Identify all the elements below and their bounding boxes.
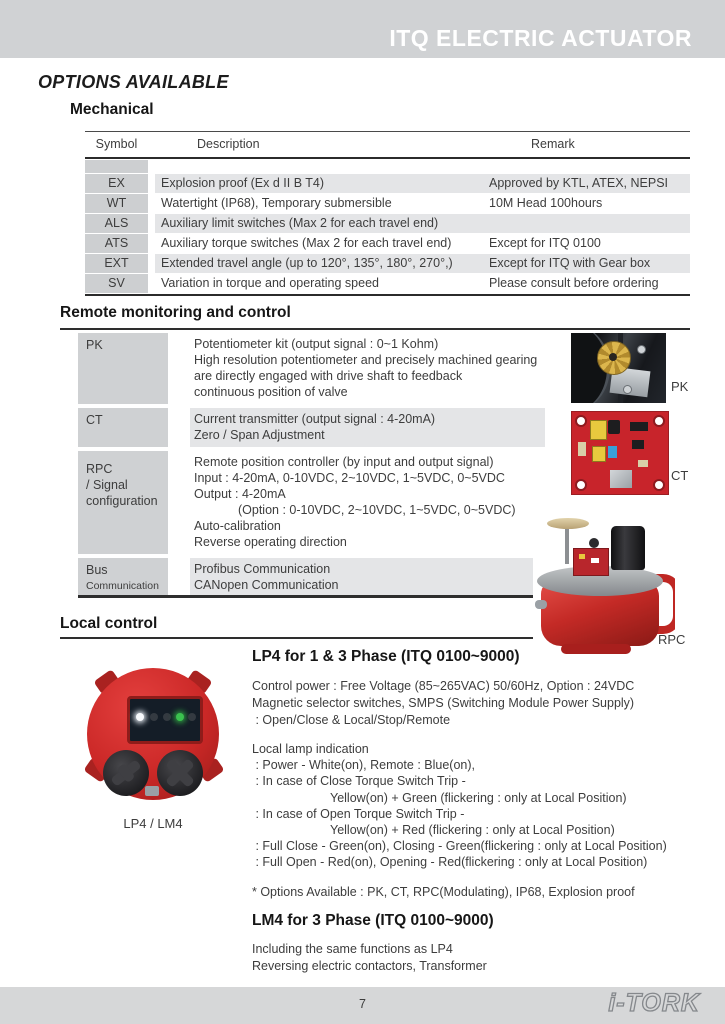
row-content bbox=[190, 558, 545, 598]
page-title: OPTIONS AVAILABLE bbox=[38, 72, 229, 92]
column-gap bbox=[148, 214, 155, 233]
row-content bbox=[155, 254, 690, 273]
description-line: Reverse operating direction bbox=[194, 535, 347, 549]
footer-bar bbox=[0, 987, 725, 1024]
lp4-product-photo bbox=[78, 660, 228, 810]
table-row-bus bbox=[78, 558, 545, 598]
column-gap bbox=[168, 408, 190, 447]
lamp-off bbox=[150, 713, 158, 721]
label-line: PK bbox=[86, 338, 103, 352]
ct-connector-shape bbox=[638, 460, 648, 467]
row-content bbox=[190, 408, 545, 447]
text-line: Including the same functions as LP4 bbox=[252, 941, 453, 956]
ct-mount-hole bbox=[653, 479, 665, 491]
text-line: : In case of Close Torque Switch Trip - bbox=[252, 774, 466, 789]
text-line: : Open/Close & Local/Stop/Remote bbox=[252, 713, 451, 727]
lp4-body-shape bbox=[87, 668, 219, 800]
table-row bbox=[85, 174, 690, 193]
ct-product-photo bbox=[571, 411, 669, 495]
description-line: Auto-calibration bbox=[194, 519, 281, 533]
lp4-photo-caption: LP4 / LM4 bbox=[123, 816, 183, 831]
lamp-green bbox=[176, 713, 184, 721]
column-gap bbox=[148, 274, 155, 293]
label-line: CT bbox=[86, 413, 103, 427]
description-cell: Auxiliary limit switches (Max 2 for each travel end) bbox=[161, 216, 439, 230]
text-line: : Full Close - Green(on), Closing - Green(flickering : only at Local Position) bbox=[252, 839, 667, 854]
description-line: CANopen Communication bbox=[194, 578, 339, 592]
remark-cell: Except for ITQ with Gear box bbox=[489, 256, 651, 270]
description-line: Remote position controller (by input and output signal) bbox=[194, 455, 494, 469]
ct-mount-hole bbox=[653, 415, 665, 427]
column-header-remark: Remark bbox=[531, 137, 575, 151]
remote-heading: Remote monitoring and control bbox=[60, 304, 291, 321]
label-line: configuration bbox=[86, 494, 158, 508]
ct-component-shape bbox=[608, 446, 617, 458]
remote-table bbox=[78, 333, 545, 602]
document-title: ITQ ELECTRIC ACTUATOR bbox=[389, 25, 692, 51]
remark-cell: 10M Head 100hours bbox=[489, 196, 603, 210]
pk-gear-hub-shape bbox=[609, 353, 617, 361]
description-line: Current transmitter (output signal : 4-20mA) bbox=[194, 412, 436, 426]
text-line: : Full Open - Red(on), Opening - Red(flickering : only at Local Position) bbox=[252, 855, 648, 870]
lp4-heading: LP4 for 1 & 3 Phase (ITQ 0100~9000) bbox=[252, 648, 520, 665]
remote-heading-rule bbox=[60, 328, 690, 330]
remote-table-bottom-border bbox=[78, 595, 533, 598]
symbol-cell: EXT bbox=[85, 254, 148, 273]
column-gap bbox=[148, 174, 155, 193]
pk-screw-shape bbox=[623, 385, 632, 394]
symbol-cell: EX bbox=[85, 174, 148, 193]
text-line: Control power : Free Voltage (85~265VAC) 50/60Hz, Option : 24VDC bbox=[252, 679, 635, 693]
description-cell: Explosion proof (Ex d II B T4) bbox=[161, 176, 325, 190]
lamp-off bbox=[188, 713, 196, 721]
row-content bbox=[190, 451, 545, 554]
text-line: Yellow(on) + Red (flickering : only at Local Position) bbox=[330, 823, 615, 838]
table-row bbox=[85, 254, 690, 273]
ct-mount-hole bbox=[575, 415, 587, 427]
ct-transformer-shape bbox=[590, 420, 607, 440]
row-content bbox=[155, 274, 690, 293]
text-line: Magnetic selector switches, SMPS (Switching Module Power Supply) bbox=[252, 696, 635, 710]
lm4-paragraph bbox=[252, 941, 720, 975]
table-row bbox=[85, 194, 690, 213]
table-row-rpc bbox=[78, 451, 545, 554]
column-gap bbox=[148, 194, 155, 213]
lamp-indication-block bbox=[252, 741, 720, 871]
ct-capacitor-shape bbox=[608, 420, 620, 434]
top-title-bar bbox=[0, 0, 725, 58]
rpc-motor-shape bbox=[611, 526, 645, 570]
label-line: / Signal bbox=[86, 478, 128, 492]
description-line: continuous position of valve bbox=[194, 385, 348, 399]
column-gap bbox=[148, 234, 155, 253]
remark-cell: Approved by KTL, ATEX, NEPSI bbox=[489, 176, 669, 190]
description-line: (Option : 0-10VDC, 2~10VDC, 1~5VDC, 0~5VDC) bbox=[238, 503, 516, 517]
remark-cell: Please consult before ordering bbox=[489, 276, 659, 290]
rpc-photo-caption: RPC bbox=[658, 632, 686, 647]
symbol-cell: SV bbox=[85, 274, 148, 293]
page-number: 7 bbox=[359, 997, 366, 1011]
ct-coil-shape bbox=[592, 446, 606, 462]
description-line: Potentiometer kit (output signal : 0~1 Kohm) bbox=[194, 337, 439, 351]
label-line: Bus bbox=[86, 563, 108, 577]
row-label bbox=[78, 408, 168, 447]
remark-cell: Except for ITQ 0100 bbox=[489, 236, 601, 250]
table-row bbox=[85, 274, 690, 293]
symbol-cell: WT bbox=[85, 194, 148, 213]
column-gap bbox=[168, 451, 190, 554]
lamp-off bbox=[163, 713, 171, 721]
description-line: Zero / Span Adjustment bbox=[194, 428, 325, 442]
row-content bbox=[155, 214, 690, 233]
description-line: Output : 4-20mA bbox=[194, 487, 286, 501]
column-gap bbox=[168, 333, 190, 404]
local-control-rule bbox=[60, 637, 533, 639]
lp4-selector-knob bbox=[103, 750, 149, 796]
column-gap bbox=[168, 558, 190, 598]
mechanical-table-header bbox=[85, 131, 690, 159]
row-label bbox=[78, 558, 168, 598]
text-line: Reversing electric contactors, Transformer bbox=[252, 958, 487, 973]
lp4-paragraph bbox=[252, 678, 720, 729]
text-line: : Power - White(on), Remote : Blue(on), bbox=[252, 758, 475, 773]
row-content bbox=[155, 194, 690, 213]
table-row-ct bbox=[78, 408, 545, 447]
itork-logo: i-TORK bbox=[608, 989, 700, 1017]
rpc-product-photo bbox=[533, 508, 675, 658]
description-line: Profibus Communication bbox=[194, 562, 331, 576]
label-line: Communication bbox=[86, 580, 159, 592]
label-line: RPC bbox=[86, 462, 113, 476]
row-content bbox=[155, 234, 690, 253]
symbol-cell: ALS bbox=[85, 214, 148, 233]
pk-product-photo bbox=[571, 333, 666, 403]
text-line: Yellow(on) + Green (flickering : only at Local Position) bbox=[330, 790, 627, 805]
description-line: are directly engaged with drive shaft to feedback bbox=[194, 369, 463, 383]
row-label bbox=[78, 451, 168, 554]
ct-ic-shape bbox=[632, 440, 644, 449]
table-row bbox=[85, 234, 690, 253]
column-header-symbol: Symbol bbox=[95, 137, 138, 151]
lm4-heading: LM4 for 3 Phase (ITQ 0100~9000) bbox=[252, 911, 494, 929]
description-cell: Variation in torque and operating speed bbox=[161, 276, 379, 290]
table-spacer-row bbox=[85, 160, 690, 173]
row-content bbox=[190, 333, 545, 404]
description-cell: Extended travel angle (up to 120°, 135°, 180°, 270°,) bbox=[161, 256, 453, 270]
ct-mount-hole bbox=[575, 479, 587, 491]
description-line: Input : 4-20mA, 0-10VDC, 2~10VDC, 1~5VDC, 0~5VDC bbox=[194, 471, 505, 485]
column-header-description: Description bbox=[197, 137, 260, 151]
symbol-cell: ATS bbox=[85, 234, 148, 253]
rpc-component-shape bbox=[589, 538, 599, 548]
row-content bbox=[155, 174, 690, 193]
column-gap bbox=[148, 254, 155, 273]
rpc-fitting-shape bbox=[535, 600, 547, 609]
power-lamp-white bbox=[136, 713, 144, 721]
lp4-clip-shape bbox=[145, 786, 159, 796]
options-note: * Options Available : PK, CT, RPC(Modulating), IP68, Explosion proof bbox=[252, 884, 635, 899]
row-label bbox=[78, 333, 168, 404]
ct-ic-shape bbox=[630, 422, 648, 431]
lp4-lamp-window bbox=[127, 696, 203, 744]
rpc-component-shape bbox=[579, 554, 585, 559]
pk-photo-caption: PK bbox=[671, 379, 689, 394]
local-control-heading: Local control bbox=[60, 615, 158, 632]
ct-photo-caption: CT bbox=[671, 468, 689, 483]
text-line: Local lamp indication bbox=[252, 742, 369, 756]
table-row bbox=[85, 214, 690, 233]
spacer-symbol-cell bbox=[85, 160, 148, 173]
rpc-handwheel-shape bbox=[547, 518, 589, 529]
table-row-pk bbox=[78, 333, 545, 404]
mechanical-heading: Mechanical bbox=[70, 101, 154, 118]
ct-connector-shape bbox=[578, 442, 586, 456]
mechanical-table bbox=[85, 131, 690, 296]
description-line: High resolution potentiometer and precisely machined gearing bbox=[194, 353, 538, 367]
description-cell: Watertight (IP68), Temporary submersible bbox=[161, 196, 392, 210]
pk-screw-shape bbox=[637, 345, 646, 354]
text-line: : In case of Open Torque Switch Trip - bbox=[252, 806, 465, 821]
rpc-stem-shape bbox=[565, 524, 569, 564]
local-control-text bbox=[252, 648, 720, 975]
rpc-component-shape bbox=[591, 558, 599, 563]
lp4-selector-knob bbox=[157, 750, 203, 796]
description-cell: Auxiliary torque switches (Max 2 for each travel end) bbox=[161, 236, 452, 250]
ct-heatsink-shape bbox=[610, 470, 632, 488]
